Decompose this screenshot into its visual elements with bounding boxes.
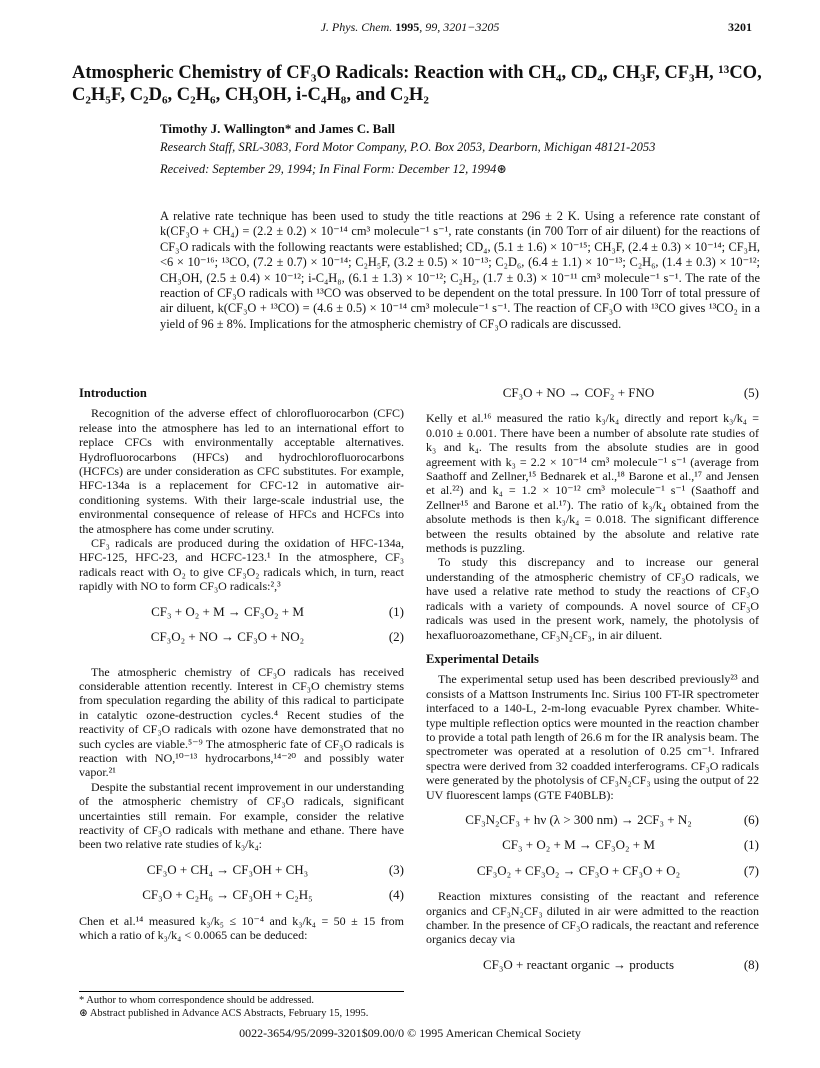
author-affiliation: Research Staff, SRL-3083, Ford Motor Company, P.O. Box 2053, Dearborn, Michigan 48121-2053 [160,140,656,154]
equation-4 [79,888,404,902]
equation-number: (7) [743,862,759,878]
footnote-corresponding-author: * Author to whom correspondence should be addressed. [79,995,315,1006]
experimental-paragraph-1: The experimental setup used has been described previously²³ and consists of a Mattson Instruments Inc. Sirius 100 FT-IR spectrometer interfaced to a 140-L, 2-m-long evacuable Pyrex chamber. White-type multiple reflection optics were mounted in the reaction chamber to provide a total path length of 26.6 m for the IR analysis beam. The spectrometer was operated at a resolution of 0.25 cm⁻¹. Infrared spectra were derived from 32 coadded interferograms. CF₃O radicals were generated by the photolysis of CF₃N₂CF₃ using the output of 22 UV fluorescent lamps (GTE F40BLB): [426,672,759,802]
experimental-details-heading: Experimental Details [426,651,539,666]
page-number: 3201 [728,20,752,34]
equation-expression: CF₃O₂ + CF₃O₂ → CF₃O + CF₃O + O₂ [476,862,681,878]
intro-paragraph-5: Chen et al.¹⁴ measured k₃/k₅ ≤ 10⁻⁴ and k₃/k₄ = 50 ± 15 from which a ratio of k₃/k₄ < 0.0065 can be deduced: [79,913,404,942]
running-head [0,20,820,36]
footnotes [79,991,404,1020]
intro-paragraph-3: The atmospheric chemistry of CF₃O radicals has received considerable attention recently. Interest in CF₃O chemistry stems from speculation regarding the ability of this radical to participate in catalytic ozone-destruction cycles.⁴ Recent studies of the reactivity of CF₃O radicals with ozone have demonstrated that no such cycles are viable.⁵⁻⁹ The atmospheric fate of CF₃O radicals is reaction with NO,¹⁰⁻¹³ hydrocarbons,¹⁴⁻²⁰ and possibly water vapor.²¹ [79,664,404,780]
equation-expression: CF₃O + C₂H₆ → CF₃OH + C₂H₅ [142,887,313,903]
equation-1-repeat [426,838,759,852]
journal-year: 1995 [395,20,420,34]
equation-expression: CF₃N₂CF₃ + hν (λ > 300 nm) → 2CF₃ + N₂ [465,811,692,827]
abstract: A relative rate technique has been used to study the title reactions at 296 ± 2 K. Using a reference rate constant of k(CF₃O + CH₄) = (2.2 ± 0.2) × 10⁻¹⁴ cm³ molecule⁻¹ s⁻¹, rate constants (in 700 Torr of air diluent) for the reactions of CF₃O radicals with the following reactants were established; CD₄, (5.1 ± 1.6) × 10⁻¹⁵; CH₃F, (2.4 ± 0.3) × 10⁻¹⁴; CF₃H, <6 × 10⁻¹⁶; ¹³CO, (7.2 ± 0.7) × 10⁻¹⁴; C₂H₅F, (3.2 ± 0.5) × 10⁻¹³; C₂D₆, (6.4 ± 1.1) × 10⁻¹³; C₂H₆, (1.4 ± 0.3) × 10⁻¹²; CH₃OH, (2.5 ± 0.4) × 10⁻¹²; i-C₄H₈, (6.1 ± 1.3) × 10⁻¹²; C₂H₂, (1.7 ± 0.3) × 10⁻¹¹ cm³ molecule⁻¹ s⁻¹. The rate of the reaction of CF₃O radicals with ¹³CO was observed to be dependent on the total pressure. In 100 Torr of total pressure of air diluent, k(CF₃O + ¹³CO) = (4.6 ± 0.5) × 10⁻¹⁴ cm³ molecule⁻¹ s⁻¹. The reaction of CF₃O with ¹³CO gives ¹³CO₂ in a yield of 96 ± 8%. Implications for the atmospheric chemistry of CF₃O radicals are discussed. [160,209,760,331]
intro-paragraph-2: CF₃ radicals are produced during the oxidation of HFC-134a, HFC-125, HFC-23, and HCFC-123.¹ In the atmosphere, CF₃ radicals react with O₂ to give CF₃O₂ radicals which, in turn, react rapidly with NO to form CF₃O radicals:²,³ [79,536,404,594]
body-paragraph-1: Kelly et al.¹⁶ measured the ratio k₃/k₄ directly and report k₃/k₄ = 0.010 ± 0.001. There have been a number of absolute rate studies of k₃ and k₄. The results from the absolute studies are in good agreement with k₃ = 2.2 × 10⁻¹⁴ cm³ molecule⁻¹ s⁻¹ (average from Saathoff and Zellner,¹⁵ Bednarek et al.,¹⁸ Barone et al.,¹⁷ and Jensen et al.²²) and k₄ = 1.2 × 10⁻¹² cm³ molecule⁻¹ s⁻¹ (Saathoff and Zellner¹⁵ and Barone et al.¹⁷). The ratio of k₃/k₄ obtained from the absolute methods is then k₃/k₄ = 0.018. The significant difference between the results obtained by the absolute and relative rate methods is puzzling. [426,411,759,556]
equation-number: (1) [388,603,404,619]
article-authors: Timothy J. Wallington* and James C. Ball [160,121,396,136]
introduction-heading: Introduction [79,386,147,400]
journal-volume-pages: 99, 3201−3205 [425,20,500,34]
equation-number: (6) [743,811,759,827]
equation-7 [426,864,759,878]
equation-number: (5) [743,385,759,400]
intro-paragraph-4: Despite the substantial recent improvement in our understanding of the atmospheric chemistry of CF₃O radicals, significant uncertainties still remain. For example, consider the relative reactivity of CF₃O radicals with methane and ethane. There have been two relative rate studies of k₃/k₄: [79,779,404,852]
left-column [79,386,404,942]
equation-8 [426,958,759,972]
intro-paragraph-1: Recognition of the adverse effect of chlorofluorocarbon (CFC) release into the atmosphere has led to an international effort to replace CFCs with environmentally acceptable alternatives. Hydrofluorocarbons (HFCs) and hydrochlorofluorocarbons (HCFCs) are under consideration as CFC substitutes. For example, HFC-134a is a replacement for CFC-12 in automative air-conditioning systems. With their large-scale industrial use, the environmental consequence of release of HFCs and HCFCs into the atmosphere has come under scrutiny. [79,406,404,536]
equation-2 [79,630,404,644]
equation-expression: CF₃O₂ + NO → CF₃O + NO₂ [150,629,305,645]
equation-number: (2) [388,629,404,645]
experimental-paragraph-2: Reaction mixtures consisting of the reactant and reference organics and CF₃N₂CF₃ diluted in air were admitted to the reaction chamber. In the presence of CF₃O radicals, the reactant and reference organics decay via [426,889,759,947]
article-title: Atmospheric Chemistry of CF₃O Radicals: Reaction with CH₄, CD₄, CH₃F, CF₃H, ¹³CO, C₂H₅F, C₂D₆, C₂H₆, CH₃OH, i-C₄H₈, and C₂H₂ [72,63,762,105]
journal-name: J. Phys. Chem. [320,20,393,34]
equation-6 [426,813,759,827]
equation-1 [79,605,404,619]
equation-number: (4) [388,887,404,903]
equation-5 [426,386,759,400]
equation-expression: CF₃O + NO → COF₂ + FNO [502,385,655,400]
right-column [426,386,759,983]
equation-3 [79,863,404,877]
body-paragraph-2: To study this discrepancy and to increase our general understanding of the atmospheric chemistry of CF₃O radicals, we have used a relative rate method to study the reactions of CF₃O radicals with a variety of compounds. A novel source of CF₃O radicals was used in the present work, namely, the photolysis of hexafluoroazomethane, CF₃N₂CF₃, in air diluent. [426,555,759,642]
journal-citation: J. Phys. Chem. 1995, 99, 3201−3205 [320,20,500,34]
equation-expression: CF₃ + O₂ + M → CF₃O₂ + M [502,837,655,853]
received-dates: Received: September 29, 1994; In Final Form: December 12, 1994⊛ [160,162,507,176]
equation-expression: CF₃O + reactant organic → products [482,956,675,972]
footnote-abstract-published: ⊛ Abstract published in Advance ACS Abstracts, February 15, 1995. [79,1007,369,1019]
equation-number: (8) [743,956,759,972]
page-footer: 0022-3654/95/2099-3201$09.00/0 © 1995 American Chemical Society [239,1026,581,1040]
equation-expression: CF₃O + CH₄ → CF₃OH + CH₃ [146,861,309,877]
equation-number: (3) [388,861,404,877]
equation-expression: CF₃ + O₂ + M → CF₃O₂ + M [151,603,304,619]
equation-number: (1) [743,837,759,853]
